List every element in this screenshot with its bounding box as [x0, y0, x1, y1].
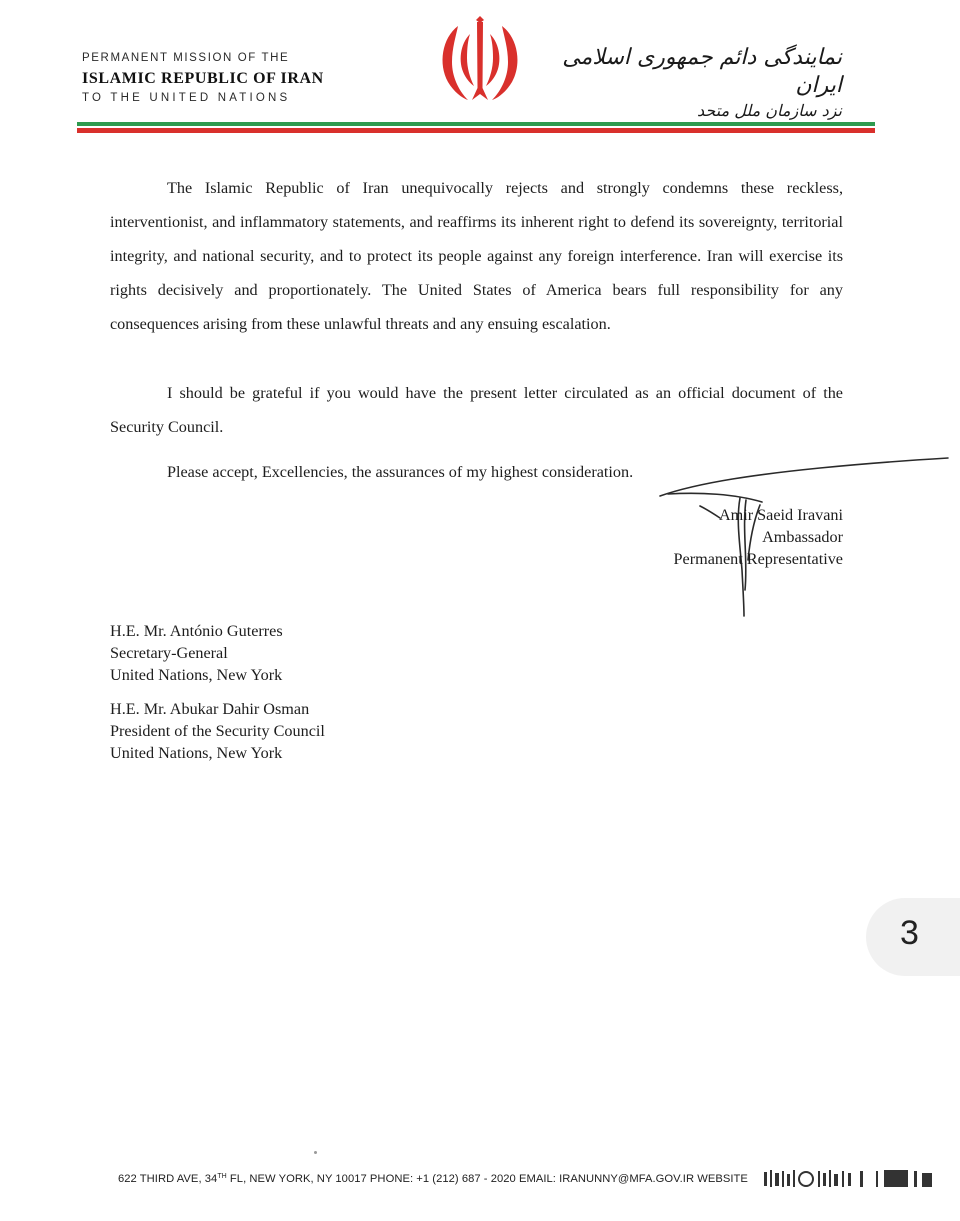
footer-ordinal-suffix: TH: [217, 1173, 227, 1180]
scan-speck: [314, 1151, 317, 1154]
signature-block: [600, 504, 843, 570]
signatory-role: Permanent Representative: [673, 550, 843, 568]
footer-contact-line: [118, 1167, 763, 1187]
red-stripe: [77, 128, 875, 133]
persian-line-1: نمایندگی دائم جمهوری اسلامی ایران: [562, 45, 842, 98]
signatory-name: Amir Saeid Iravani: [718, 506, 843, 524]
mission-line-3: TO THE UNITED NATIONS: [82, 91, 291, 104]
addressee-location: United Nations, New York: [110, 744, 283, 762]
footer-address-part2: FL, NEW YORK, NY 10017 PHONE: +1 (212) 687 - 2020 EMAIL: IRANUNNY@MFA.GOV.IR WEBSITE: [226, 1173, 748, 1185]
mission-name-persian: [560, 44, 842, 122]
mission-line-2: ISLAMIC REPUBLIC OF IRAN: [82, 69, 324, 87]
watermark-redaction: [764, 1168, 936, 1190]
addressee-security-council-president: [110, 698, 325, 764]
addressee-secretary-general: [110, 620, 283, 686]
body-paragraph-1: The Islamic Republic of Iran unequivocally rejects and strongly condemns these reckless, interventionist, and inflammatory statements, and reaffirms its inherent right to defend its sovereignty, territorial integrity, and national security, and to protect its people against any foreign interference. Iran will exercise its rights decisively and proportionately. The United States of America bears full responsibility for any consequences arising from these unlawful threats and any ensuing escalation.: [110, 179, 843, 333]
page-number-badge: [866, 898, 960, 976]
addressee-name: H.E. Mr. Abukar Dahir Osman: [110, 700, 310, 718]
addressee-title: Secretary-General: [110, 644, 228, 662]
page-number: 3: [900, 914, 919, 952]
closing-paragraph: Please accept, Excellencies, the assurances of my highest consideration.: [167, 463, 634, 481]
mission-name-english: [82, 53, 324, 104]
addressee-title: President of the Security Council: [110, 722, 325, 740]
body-paragraph-2: I should be grateful if you would have the present letter circulated as an official document of the Security Council.: [110, 384, 843, 436]
addressee-name: H.E. Mr. António Guterres: [110, 622, 283, 640]
persian-line-2: نزد سازمان ملل متحد: [697, 101, 842, 120]
footer-address-part1: 622 THIRD AVE, 34: [118, 1173, 218, 1185]
signatory-title: Ambassador: [762, 528, 843, 546]
addressee-location: United Nations, New York: [110, 666, 283, 684]
mission-line-1: PERMANENT MISSION OF THE: [82, 52, 290, 64]
iran-emblem-icon: [436, 16, 524, 108]
